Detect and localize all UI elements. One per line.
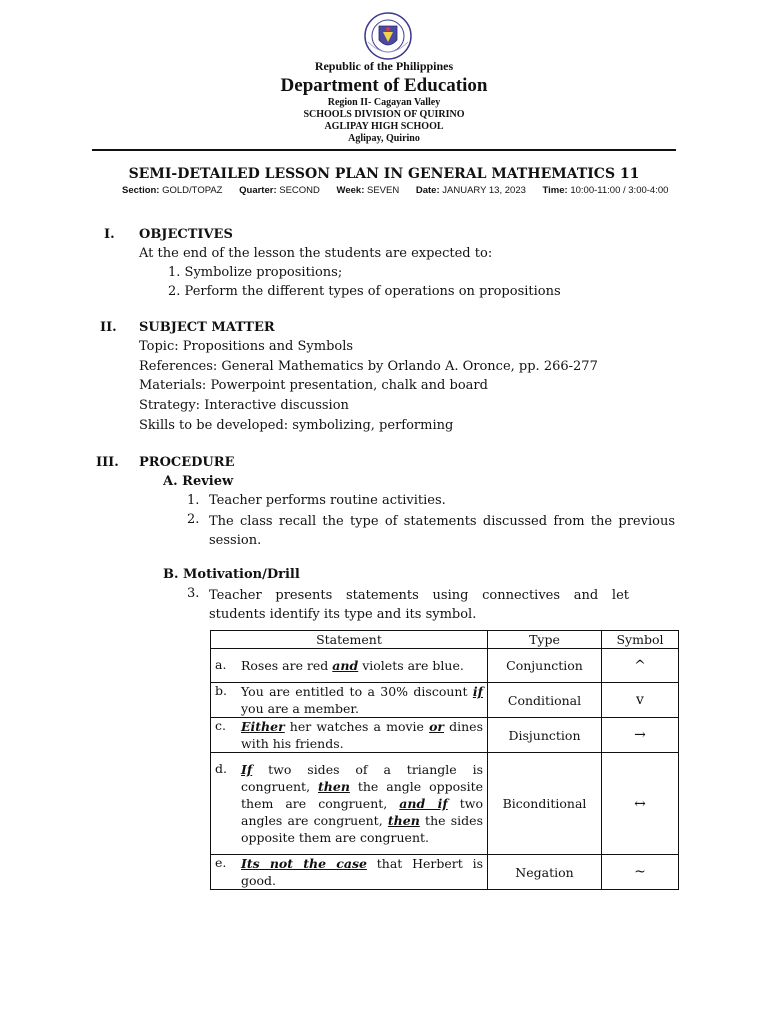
objective-item-1: 1. Symbolize propositions; <box>168 265 343 280</box>
statement-part: you are a member. <box>241 701 359 716</box>
statement-text <box>241 855 487 889</box>
statement-text <box>241 657 487 674</box>
table-row <box>211 753 679 855</box>
review-item-2: The class recall the type of statements discussed from the previous session. <box>209 514 675 548</box>
statement-part: that Herbert is good. <box>241 856 483 888</box>
motivation-item-3-num: 3. <box>187 586 200 601</box>
type-cell: Negation <box>488 855 602 890</box>
connective-keyword: then <box>387 813 420 828</box>
connective-keyword: Its not the case <box>241 856 367 871</box>
review-item-1: Teacher performs routine activities. <box>209 493 446 508</box>
procedure-num: III. <box>96 455 119 470</box>
quarter-label: Quarter: <box>239 185 277 196</box>
connective-keyword: or <box>429 719 444 734</box>
statement-part: her watches a movie <box>284 719 430 734</box>
subject-skills: Skills to be developed: symbolizing, performing <box>139 418 454 433</box>
header-department: Department of Education <box>280 75 488 96</box>
quarter-value: SECOND <box>279 185 320 196</box>
header-region: Region II- Cagayan Valley <box>327 97 441 108</box>
review-item-1-num: 1. <box>187 493 200 508</box>
header-division: SCHOOLS DIVISION OF QUIRINO <box>303 109 465 120</box>
connective-keyword: If <box>241 762 253 777</box>
header-type: Type <box>488 631 602 649</box>
subject-heading: SUBJECT MATTER <box>139 320 275 335</box>
header-school: AGLIPAY HIGH SCHOOL <box>324 121 444 132</box>
header-symbol: Symbol <box>602 631 679 649</box>
table-row <box>211 649 679 683</box>
statement-text <box>241 761 487 846</box>
type-cell: Biconditional <box>488 753 602 855</box>
statement-part: You are entitled to a 30% discount <box>241 684 473 699</box>
table-header-row <box>211 631 679 649</box>
date-value: JANUARY 13, 2023 <box>442 185 526 196</box>
lesson-meta <box>122 185 668 196</box>
statement-text <box>241 683 487 717</box>
connective-keyword: if <box>472 684 483 699</box>
subject-materials: Materials: Powerpoint presentation, chalk and board <box>139 378 488 393</box>
statement-part: two angles are congruent, <box>241 796 483 828</box>
connective-keyword: and if <box>399 796 448 811</box>
type-cell: Conjunction <box>488 649 602 683</box>
motivation-item-3: Teacher presents statements using connectives and let students identify its type and its symbol. <box>209 588 629 622</box>
motivation-heading: B. Motivation/Drill <box>163 567 300 582</box>
statement-text <box>241 718 487 752</box>
time-label: Time: <box>542 185 568 196</box>
review-heading: A. Review <box>163 474 234 489</box>
connective-keyword: then <box>318 779 350 794</box>
connective-keyword: and <box>332 658 359 673</box>
section-label: Section: <box>122 185 160 196</box>
statement-part: violets are blue. <box>358 658 464 673</box>
symbol-cell: ↔ <box>602 753 679 855</box>
time-value: 10:00-11:00 / 3:00-4:00 <box>570 185 669 196</box>
statement-part: dines with his friends. <box>241 719 483 751</box>
row-label: e. <box>215 855 227 870</box>
statement-part: the angle opposite them are congruent, <box>241 779 483 811</box>
objective-item-2: 2. Perform the different types of operations on propositions <box>168 284 561 299</box>
connective-keyword: Either <box>241 719 285 734</box>
statement-part: Roses are red <box>241 658 333 673</box>
objectives-heading: OBJECTIVES <box>139 227 233 242</box>
objectives-num: I. <box>104 227 115 242</box>
symbol-cell: ^ <box>602 649 679 683</box>
row-label: c. <box>215 718 226 733</box>
row-label: d. <box>215 761 227 776</box>
row-label: a. <box>215 657 227 672</box>
row-label: b. <box>215 683 227 698</box>
deped-seal-icon <box>356 12 420 60</box>
symbol-cell: → <box>602 718 679 753</box>
objectives-intro: At the end of the lesson the students are expected to: <box>139 246 493 261</box>
procedure-heading: PROCEDURE <box>139 455 235 470</box>
type-cell: Conditional <box>488 683 602 718</box>
header-divider <box>92 149 676 151</box>
table-row <box>211 683 679 718</box>
subject-references: References: General Mathematics by Orlando A. Oronce, pp. 266-277 <box>139 359 598 374</box>
table-row <box>211 718 679 753</box>
subject-strategy: Strategy: Interactive discussion <box>139 398 349 413</box>
connectives-table <box>210 630 679 890</box>
statement-part: the sides opposite them are congruent. <box>241 813 483 845</box>
header-statement: Statement <box>211 631 488 649</box>
week-value: SEVEN <box>367 185 400 196</box>
subject-num: II. <box>100 320 117 335</box>
table-row <box>211 855 679 890</box>
type-cell: Disjunction <box>488 718 602 753</box>
header-location: Aglipay, Quirino <box>348 133 420 144</box>
header-republic: Republic of the Philippines <box>314 59 454 73</box>
statement-part: two sides of a triangle is congruent, <box>241 762 483 794</box>
review-item-2-num: 2. <box>187 512 200 527</box>
section-value: GOLD/TOPAZ <box>162 185 223 196</box>
subject-topic: Topic: Propositions and Symbols <box>139 339 354 354</box>
date-label: Date: <box>415 185 440 196</box>
page-title: SEMI-DETAILED LESSON PLAN IN GENERAL MATHEMATICS 11 <box>128 166 640 182</box>
symbol-cell: v <box>602 683 679 718</box>
symbol-cell: ~ <box>602 855 679 890</box>
week-label: Week: <box>336 185 365 196</box>
